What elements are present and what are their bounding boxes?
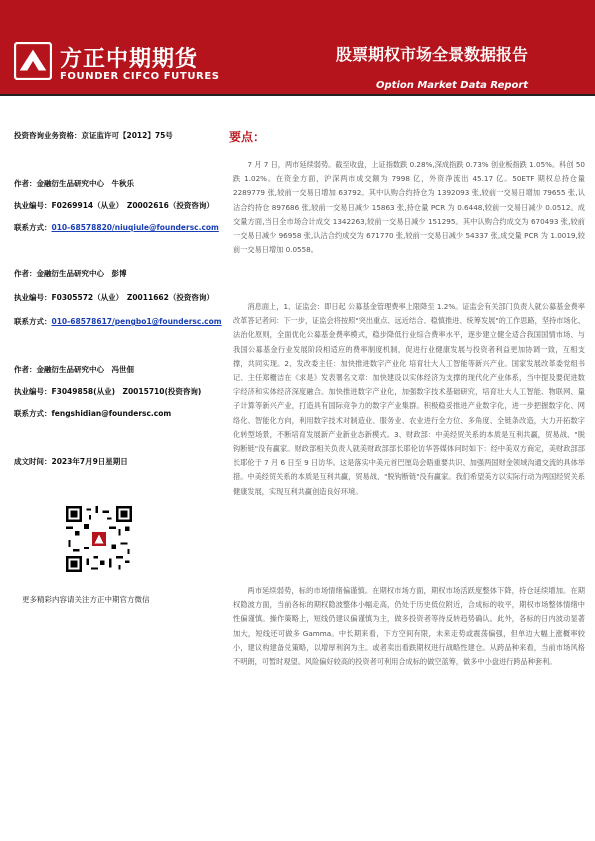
wechat-qr-code[interactable] (66, 506, 132, 572)
analyst-author: 作者：金融衍生品研究中心 牛秋乐 (14, 179, 134, 188)
report-title: 股票期权市场全景数据报告 (336, 45, 529, 64)
analyst-contact (14, 408, 171, 419)
key-points-title: 要点： (229, 130, 266, 144)
analyst-exec-no: 执业编号：F3049858(从业) Z0015710(投资咨询) (14, 387, 202, 396)
report-header (0, 0, 595, 95)
contact-link[interactable]: 010-68578820/niuqiule@foundersc.com (51, 223, 219, 232)
qr-caption: 更多精彩内容请关注方正中期官方微信 (22, 595, 150, 604)
news-paragraph: 消息面上，1、证监会：即日起 公募基金管理费率上限降至 1.2%。证监会有关部门负责人就公募基金费率改革答记者问：下一步，证监会将按照"突出重点、远近结合、稳慎推进、统筹发展"的工作思路，坚持市场化、法治化原则，全面优化公募基金费率模式，稳步降低行业综合费率水平，逐步建立健全适合我国国情市场、与我国公募基金行业发展阶段相适应的费率制度机制，促进行业健康发展与投资者利益更加协调一致，互相支撑，共同实现。2、发改委主任：加快推进数字产业化 培育壮大人工智能等新兴产业。国家发展改革委党组书记、主任郑栅洁在《求是》发表署名文章：加快建设以实体经济为支撑的现代化产业体系，当中提及要促进数字经济和实体经济深度融合。加快推进数字产业化，加强数字技术基础研究，培育壮大人工智能、物联网、量子计算等新兴产业，打造具有国际竞争力的数字产业集群。积极稳妥推进产业数字化，进一步把握数字化、网络化、智能化方向，利用数字技术对制造业、服务业、农业进行全方位、多角度、全链条改造，大力开拓数字化转型场景，不断培育发展新产业新业态新模式。3、财政部：中美经贸关系的本质是互利共赢，贸易战、"脱钩断链"没有赢家。财政部相关负责人就美财政部部长耶伦访华答媒体问时如下：经中美双方商定，美财政部部长耶伦于 7 月 6 日至 9 日访华。这是落实中美元首巴厘岛会晤重要共识、加强两国财金领域沟通交流的具体举措。中美经贸关系的本质是互利共赢，贸易战、"脱钩断链"没有赢家。我们希望美方以实际行动为两国经贸关系健康发展，实现互利共赢创造良好环境。 (233, 302, 585, 496)
contact-label: 联系方式： (14, 317, 52, 326)
analyst-author: 作者：金融衍生品研究中心 彭博 (14, 269, 127, 278)
contact-label: 联系方式： (14, 223, 52, 232)
brand-english-name: FOUNDER CIFCO FUTURES (60, 71, 220, 82)
contact-label: 联系方式： (14, 409, 52, 418)
analyst-author: 作者：金融衍生品研究中心 冯世佃 (14, 365, 134, 374)
market-summary-paragraph: 7 月 7 日，两市延续弱势。截至收盘，上证指数跌 0.28%,深成指跌 0.73% 创业板指跌 1.05%。科创 50 跌 1.02%。在资金方面，沪深两市成交额为 7998 亿，外资净流出 45.17 亿。50ETF 期权总持仓量 2289779 张,较前一交易日增加 63792。其中认购合约持仓为 1392093 张,较前一交易日增加 79655 张,认沽合约持仓 897686 张,较前一交易日减少 15863 张,持仓量 PCR 为 0.6448,较前一交易日减少 0.0512。成交量方面,当日全市场合计成交 1342263,较前一交易日减少 151295。其中认购合约成交为 670493 张,较前一交易日减少 96958 张,认沽合约成交为 671770 张,较前一交易日减少 54337 张,成交量 PCR 为 1.0019,较前一交易日增加 0.0558。 (233, 160, 585, 255)
analyst-contact (14, 316, 222, 327)
header-divider (0, 94, 595, 96)
report-subtitle: Option Market Data Report (376, 80, 529, 91)
license-text: 投资咨询业务资格：京证监许可【2012】75号 (14, 131, 173, 140)
analyst-exec-no: 执业编号：F0269914（从业） Z0002616（投资咨询） (14, 201, 214, 210)
contact-link[interactable]: 010-68578617/pengbo1@foundersc.com (51, 317, 222, 326)
strategy-paragraph: 两市延续弱势，标的市场情绪偏谨慎。在期权市场方面，期权市场活跃度整体下降，持仓延续增加。在期权隐波方面，当前各标的期权隐波整体小幅走高，仍处于历史低位附近，合成标的收平，期权市场整体情绪中性偏谨慎。操作策略上，短线仍建议偏谨慎为主，做多投资者等待反转趋势确认。此外，各标的日内波动显著加大，短线还可做多 Gamma。中长期来看，下方空间有限，未来走势或震荡偏强，但单边大幅上涨概率较小，建议构建备兑策略，以增厚利润为主。或者卖出看跌期权进行战略性建仓。从跨品种来看，当前市场风格不明朗，可暂时观望。风险偏好较高的投资者可利用合成标的做空蓝筹，做多中小盘进行跨品种套利。 (233, 586, 585, 667)
founder-logo-icon (14, 42, 52, 80)
contact-email: fengshidian@foundersc.com (51, 409, 172, 418)
brand-name: 方正中期期货 (60, 47, 199, 72)
analyst-exec-no: 执业编号：F0305572（从业） Z0011662（投资咨询） (14, 293, 214, 302)
report-date: 成文时间：2023年7月9日星期日 (14, 457, 128, 466)
analyst-contact (14, 222, 219, 233)
